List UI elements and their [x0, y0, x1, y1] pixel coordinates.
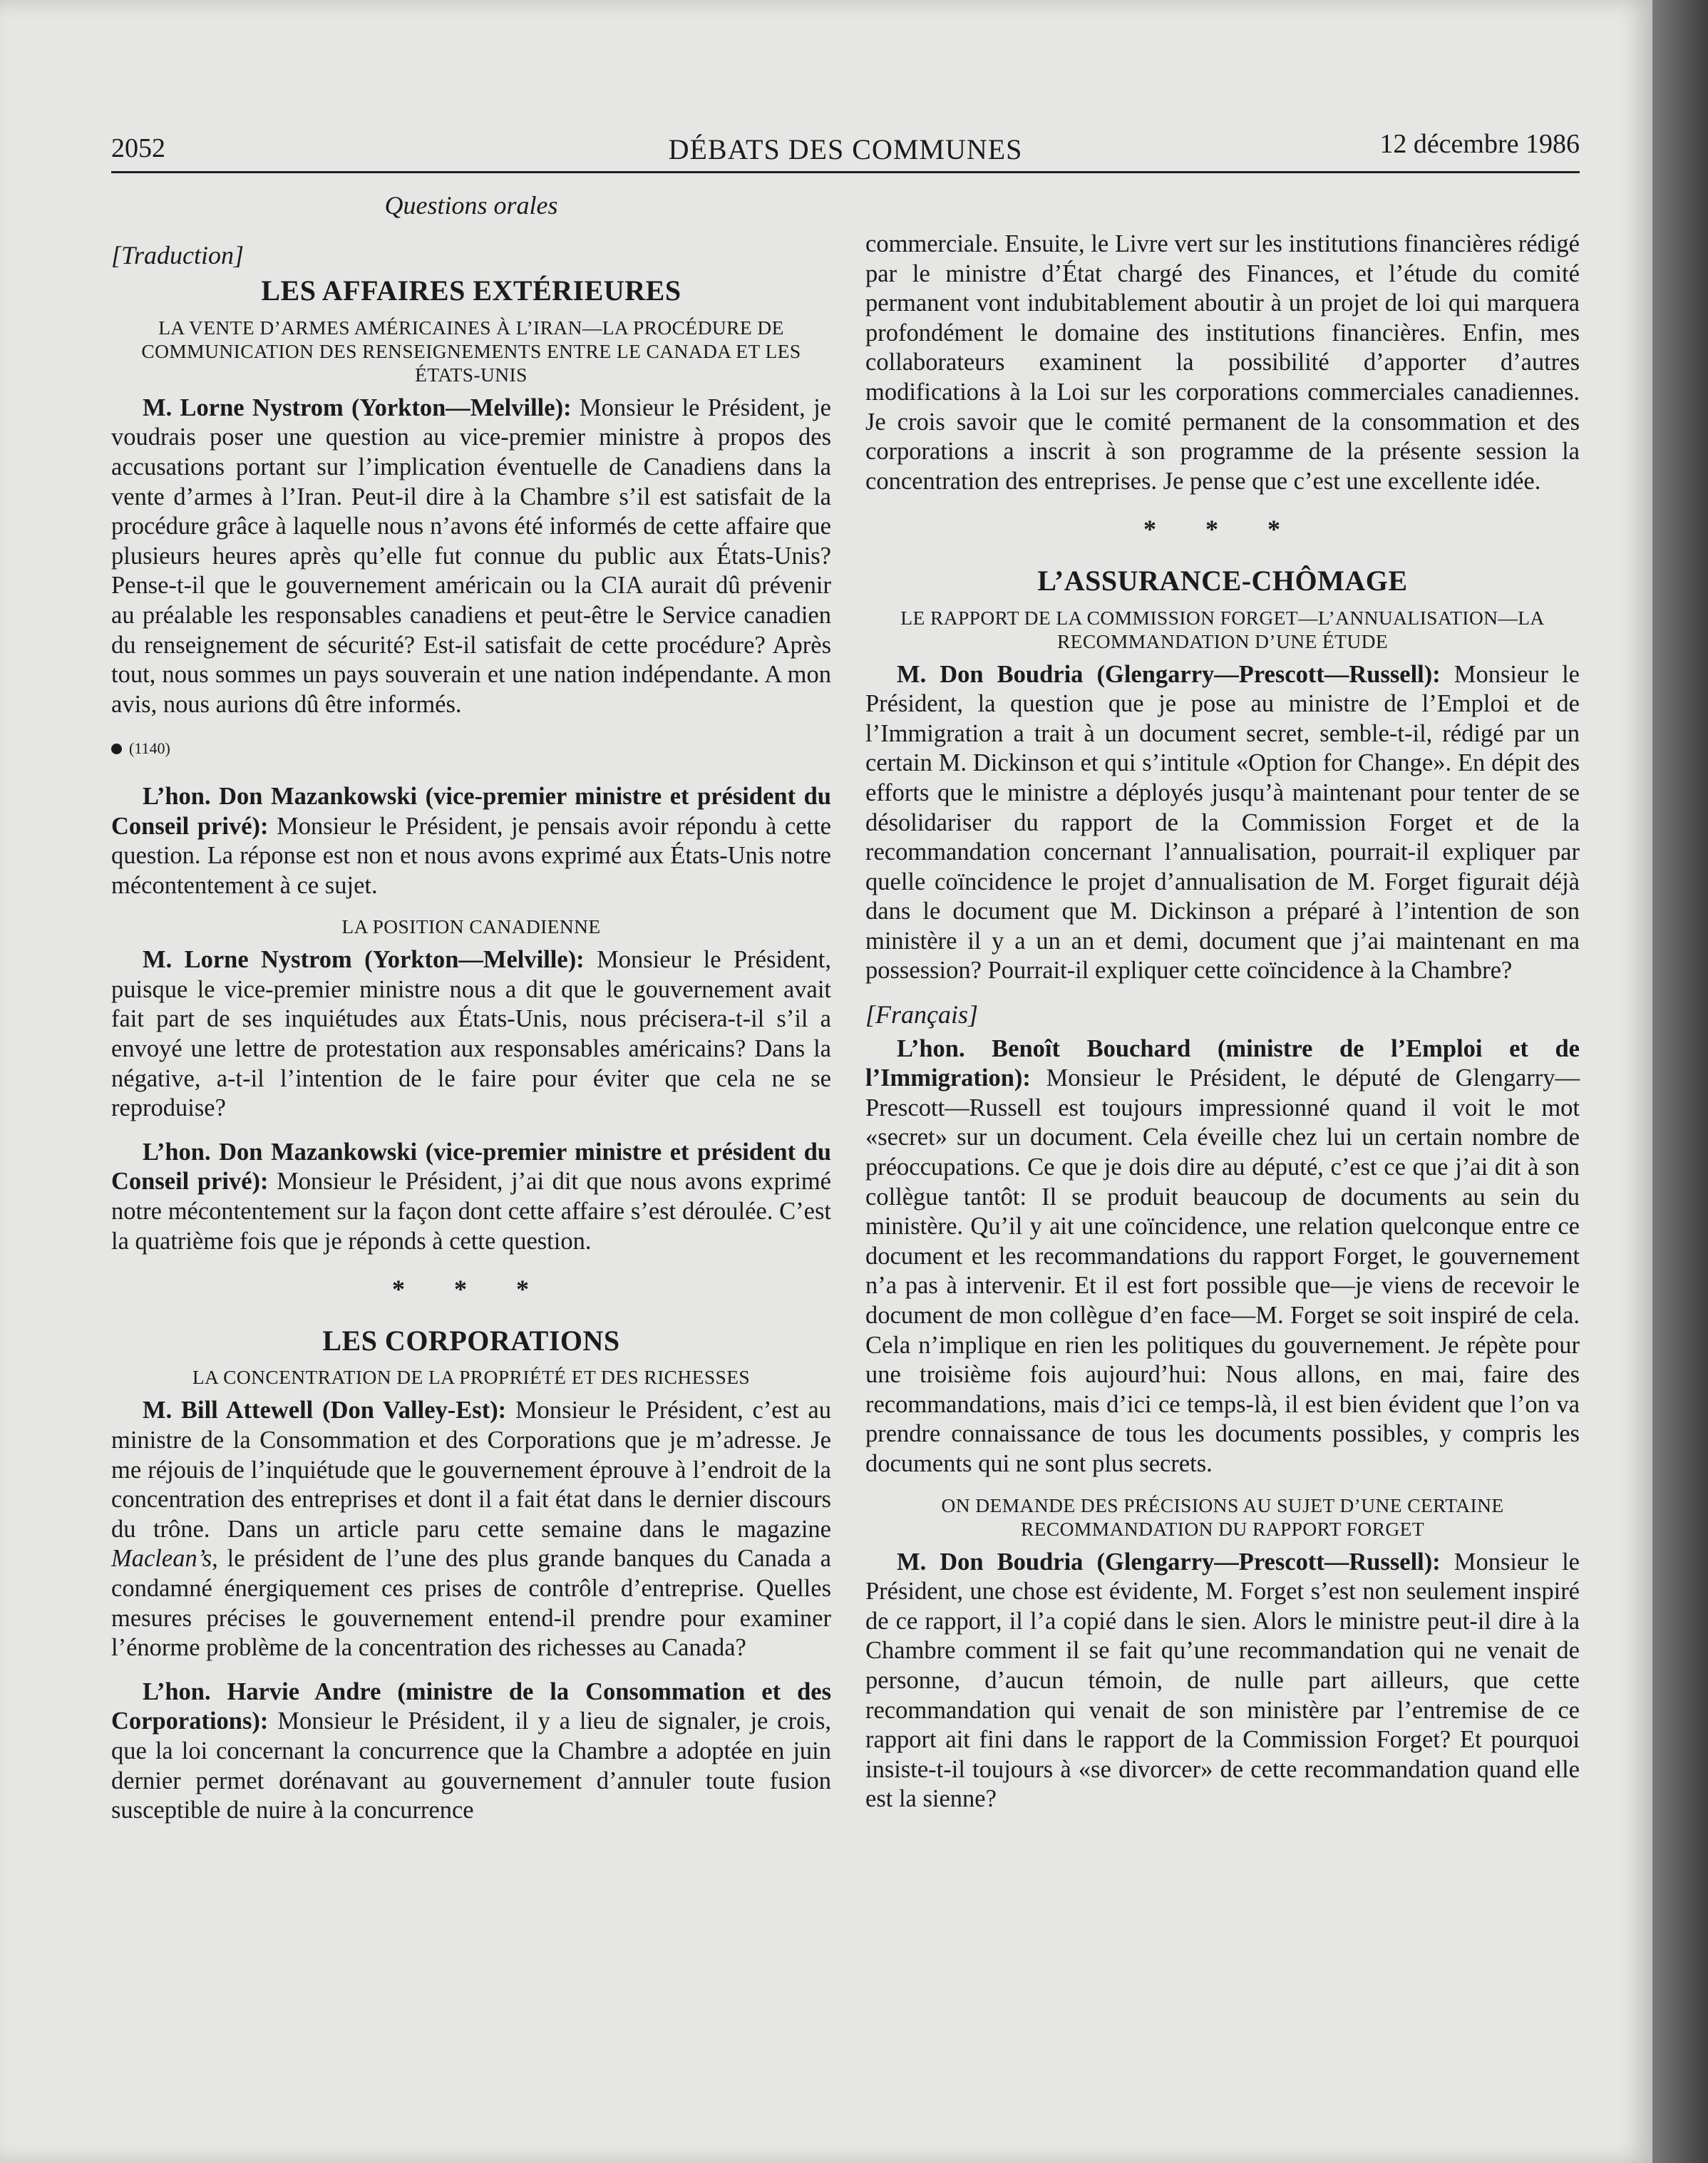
- speech-text: Monsieur le Président, je pensais avoir répondu à cette question. La réponse est non et nous avons exprimé aux États-Unis notre mécontentement à ce sujet.: [111, 812, 831, 899]
- language-tag: [Traduction]: [111, 240, 245, 269]
- magazine-name: Maclean’s: [111, 1545, 212, 1573]
- speaker-name: M. Don Boudria (Glengarry—Prescott—Russell):: [897, 660, 1441, 688]
- speaker-name: M. Lorne Nystrom (Yorkton—Melville):: [143, 394, 572, 421]
- speech-text: Monsieur le Président, la question que je pose au ministre de l’Emploi et de l’Immigration a trait à un document secret, semble-t-il, rédigé par un certain M. Dickinson et qui s’intitule «Option for Change». En dépit des efforts que le ministre a déployés jusqu’à maintenant pour tenter de se désolidariser du rapport de la Commission Forget et de la recommandation concernant l’annualisation, pourrait-il expliquer par quelle coïncidence le projet d’annualisation de M. Forget figurait déjà dans le document que M. Dickinson a préparé à l’intention de son ministère il y a un an et demi, document que j’ai maintenant en ma possession? Pourrait-il expliquer cette coïncidence à la Chambre?: [865, 660, 1580, 985]
- issue-date: 12 décembre 1986: [1379, 129, 1580, 159]
- journal-title: DÉBATS DES COMMUNES: [668, 133, 1023, 165]
- topic-heading: LA POSITION CANADIENNE: [341, 915, 601, 938]
- speech-paragraph: [111, 394, 831, 720]
- speech-paragraph: [111, 1396, 831, 1663]
- section-separator: * * *: [392, 1275, 550, 1304]
- speaker-name: M. Bill Attewell (Don Valley-Est):: [143, 1397, 507, 1424]
- page-number: 2052: [111, 133, 165, 163]
- book-spine-edge: [1652, 0, 1708, 2163]
- speech-text: Monsieur le Président, le député de Glengarry—Prescott—Russell est toujours impressionné quand il voit le mot «secret» sur un document. Cela éveille chez lui un certain nombre de préoccupations. Ce que je dois dire au député, c’est ce que j’ai dit à son collègue tantôt: Il se produit beaucoup de documents au sein du ministère. Qu’il y ait une coïncidence, une relation quelconque entre ce document et les recommandations du rapport Forget, le gouvernement n’a pas à intervenir. Et il est fort possible que—je viens de recevoir le document de mon collègue d’en face—M. Forget se soit inspiré de cela. Cela n’implique en rien les politiques du gouvernement. Je répète pour une troisième fois aujourd’hui: Nous allons, en mai, faire des recommandations, mais d’ici ce temps-là, il est bien évident que l’on va prendre connaissance de tous les documents possibles, y compris les documents qui ne sont plus secrets.: [865, 1064, 1580, 1477]
- speech-paragraph: [865, 660, 1580, 987]
- left-column: [111, 191, 831, 1840]
- speech-text: Monsieur le Président, c’est au ministre de la Consommation et des Corporations que je m’adresse. Je me réjouis de l’inquiétude que le gouvernement éprouve à l’endroit de la concentration des entreprises et dont il a fait état dans le dernier discours du trône. Dans un article paru cette semaine dans le magazine: [111, 1397, 831, 1543]
- speaker-name: M. Lorne Nystrom (Yorkton—Melville):: [143, 946, 585, 974]
- speech-text: Monsieur le Président, puisque le vice-premier ministre nous a dit que le gouvernement avait fait part de ses inquiétudes aux États-Unis, nous précisera-t-il s’il a envoyé une lettre de protestation aux responsables américains? Dans la négative, a-t-il l’intention de le faire pour éviter que cela ne se reproduise?: [111, 946, 831, 1122]
- topic-heading: ON DEMANDE DES PRÉCISIONS AU SUJET D’UNE CERTAINE RECOMMANDATION DU RAPPORT FORGET: [941, 1494, 1504, 1540]
- speech-paragraph: [865, 1548, 1580, 1814]
- speech-text: Monsieur le Président, une chose est évidente, M. Forget s’est non seulement inspiré de ce rapport, il l’a copié dans le sien. Alors le ministre peut-il dire à la Chambre comment il se fait qu’une recommandation qui ne venait de personne, d’aucun témoin, de nulle part ailleurs, que cette recommandation qui venait de son ministère par l’entremise de ce rapport ait fini dans le rapport de la Commission Forget? Et pourquoi insiste-t-il toujours à «se divorcer» de cette recommandation quand elle est la sienne?: [865, 1548, 1580, 1813]
- speech-paragraph: [111, 945, 831, 1124]
- speech-text: Monsieur le Président, j’ai dit que nous avons exprimé notre mécontentement sur la façon dont cette affaire s’est déroulée. C’est la quatrième fois que je réponds à cette question.: [111, 1168, 831, 1255]
- speaker-name: L’hon. Don Mazankowski (vice-premier ministre et président du Conseil privé):: [111, 782, 831, 840]
- topic-heading: LE RAPPORT DE LA COMMISSION FORGET—L’ANNUALISATION—LA RECOMMANDATION D’UNE ÉTUDE: [900, 606, 1545, 652]
- topic-heading: LA CONCENTRATION DE LA PROPRIÉTÉ ET DES RICHESSES: [192, 1366, 751, 1389]
- bullet-icon: [111, 744, 122, 754]
- time-marker: (1140): [111, 734, 831, 764]
- speaker-name: M. Don Boudria (Glengarry—Prescott—Russell):: [897, 1548, 1441, 1576]
- speech-text: Monsieur le Président, il y a lieu de signaler, je crois, que la loi concernant la concurrence que la Chambre a adoptée en juin dernier permet dorénavant au gouvernement d’annuler toute fusion susceptible de nuire à la concurrence: [111, 1707, 831, 1824]
- speaker-name: L’hon. Don Mazankowski (vice-premier ministre et président du Conseil privé):: [111, 1138, 831, 1196]
- speech-text: Monsieur le Président, je voudrais poser une question au vice-premier ministre à propos des accusations portant sur l’implication éventuelle de Canadiens dans la vente d’armes à l’Iran. Peut-il dire à la Chambre s’il est satisfait de la procédure grâce à laquelle nous n’avons été informés de cette affaire que plusieurs heures après qu’elle fut connue du public aux États-Unis? Pense-t-il que le gouvernement américain ou la CIA aurait dû prévenir au préalable les responsables canadiens et peut-être le Service canadien du renseignement de sécurité? Est-il satisfait de cette procédure? Après tout, nous sommes un pays souverain et une nation indépendante. A mon avis, nous aurions dû être informés.: [111, 394, 831, 718]
- speech-paragraph: [111, 1678, 831, 1826]
- rubric: Questions orales: [384, 191, 558, 220]
- right-column: [865, 230, 1580, 1829]
- section-separator: * * *: [1143, 515, 1302, 544]
- speaker-name: L’hon. Harvie Andre (ministre de la Consommation et des Corporations):: [111, 1678, 831, 1735]
- speech-paragraph: [111, 782, 831, 900]
- speaker-name: L’hon. Benoît Bouchard (ministre de l’Emploi et de l’Immigration):: [865, 1034, 1580, 1092]
- language-tag: [Français]: [865, 1000, 979, 1029]
- speech-paragraph: [111, 1138, 831, 1256]
- speech-paragraph: [865, 1034, 1580, 1479]
- section-title: L’ASSURANCE-CHÔMAGE: [1037, 564, 1408, 597]
- topic-heading: LA VENTE D’ARMES AMÉRICAINES À L’IRAN—LA PROCÉDURE DE COMMUNICATION DES RENSEIGNEMENTS ENTRE LE CANADA ET LES ÉTATS-UNIS: [141, 316, 801, 386]
- section-title: LES AFFAIRES EXTÉRIEURES: [261, 274, 681, 307]
- speech-text: , le président de l’une des plus grande banques du Canada a condamné énergiquement ces prises de contrôle d’entreprise. Quelles mesures précises le gouvernement entend-il prendre pour examiner l’énorme problème de la concentration des richesses au Canada?: [111, 1545, 831, 1662]
- section-title: LES CORPORATIONS: [322, 1324, 620, 1357]
- speech-continuation: commerciale. Ensuite, le Livre vert sur les institutions financières rédigé par le ministre d’État chargé des Finances, et l’étude du comité permanent vont indubitablement aboutir à un projet de loi qui marquera profondément le domaine des institutions financières. Enfin, mes collaborateurs examinent la possibilité d’apporter d’autres modifications à la Loi sur les corporations commerciales canadiennes. Je crois savoir que le comité permanent de la consommation et des corporations a inscrit à son programme de la présente session la concentration des entreprises. Je pense que c’est une excellente idée.: [865, 230, 1580, 495]
- page-header: [111, 128, 1580, 173]
